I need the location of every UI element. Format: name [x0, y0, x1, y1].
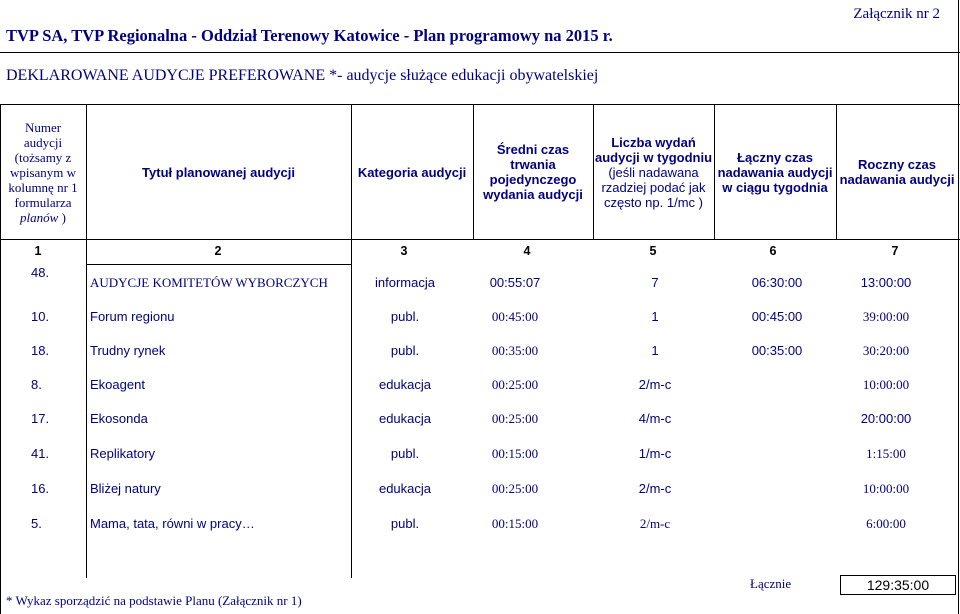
column-number: 6: [769, 244, 777, 258]
row-count: 7: [651, 275, 659, 290]
row-title: Mama, tata, równi w pracy…: [90, 516, 255, 531]
document-title: TVP SA, TVP Regionalna - Oddział Terenowy Katowice - Plan programowy na 2015 r.: [6, 26, 613, 45]
column-number: 2: [214, 244, 222, 258]
header-line: [20, 210, 66, 225]
table-row: [0, 446, 960, 466]
row-count: 2/m-c: [638, 481, 672, 496]
row-avg-time: 00:25:00: [491, 481, 539, 496]
header-line: audycji: [23, 134, 63, 150]
row-avg-time: 00:15:00: [491, 516, 539, 531]
header-line: Roczny czas: [857, 157, 937, 172]
header-line: pojedynczego: [489, 172, 577, 187]
column-header-title: Tytuł planowanej audycji: [142, 164, 295, 180]
row-yearly: 6:00:00: [866, 516, 906, 531]
header-line-suffix: ): [58, 209, 66, 225]
header-line: nadawania audycji: [717, 164, 833, 180]
table-row: [0, 309, 960, 329]
row-category: publ.: [390, 446, 420, 461]
row-category: publ.: [390, 343, 420, 358]
table-row: [0, 377, 960, 397]
footnote: * Wykaz sporządzić na podstawie Planu (Załącznik nr 1): [6, 593, 302, 608]
column-divider: [593, 104, 594, 239]
row-category: informacja: [375, 275, 435, 290]
header-line: formularza: [14, 194, 72, 210]
row-yearly: 1:15:00: [866, 446, 906, 461]
column-divider: [351, 104, 352, 578]
row-category: edukacja: [378, 377, 432, 392]
title-column-divider: [86, 264, 351, 265]
row-weekly: 06:30:00: [751, 275, 803, 290]
row-avg-time: 00:25:00: [491, 377, 539, 392]
table-row: [0, 411, 960, 431]
row-number: 5.: [31, 516, 42, 531]
row-yearly: 30:20:00: [862, 343, 910, 358]
column-number: 4: [523, 244, 531, 258]
row-yearly: 10:00:00: [862, 481, 910, 496]
attachment-label: Załącznik nr 2: [853, 6, 940, 22]
header-line: Średni czas trwania: [496, 142, 570, 172]
row-category: edukacja: [378, 481, 432, 496]
total-label: Łącznie: [750, 576, 792, 591]
row-number: 16.: [31, 481, 50, 496]
row-count: 1/m-c: [638, 446, 672, 461]
table-row: [0, 343, 960, 363]
table-row: [0, 516, 960, 536]
column-number: 3: [400, 244, 408, 258]
row-title: Ekoagent: [90, 377, 145, 392]
column-divider: [473, 104, 474, 239]
header-line: rzadziej podać jak: [601, 179, 706, 195]
column-header-count: [595, 110, 712, 234]
row-number: 41.: [31, 446, 50, 461]
header-line: kolumnę nr 1: [8, 179, 78, 195]
column-divider: [714, 104, 715, 239]
column-divider: [836, 104, 837, 239]
row-number: 8.: [31, 377, 42, 392]
header-line: audycji w tygodniu: [595, 149, 713, 165]
row-title: Forum regionu: [90, 309, 175, 324]
header-line: często np. 1/mc ): [604, 194, 703, 210]
table-row: [0, 481, 960, 501]
column-number: 7: [891, 244, 899, 258]
header-line-italic: planów: [20, 209, 59, 225]
row-count: 1: [651, 343, 659, 358]
column-header-avg-time: [475, 110, 591, 234]
row-avg-time: 00:45:00: [491, 309, 539, 324]
row-category: edukacja: [378, 411, 432, 426]
row-title: Replikatory: [90, 446, 156, 461]
row-title: Bliżej natury: [90, 481, 161, 496]
header-line: Numer: [24, 119, 62, 135]
table-row: [0, 265, 960, 295]
header-line: Łączny czas: [737, 149, 813, 165]
header-bottom-border: [0, 239, 960, 240]
row-avg-time: 00:55:07: [489, 275, 541, 290]
row-count: 1: [651, 309, 659, 324]
row-category: publ.: [390, 516, 420, 531]
column-number: 1: [34, 244, 42, 258]
row-number: 10.: [31, 309, 50, 324]
row-number: 17.: [31, 411, 50, 426]
header-line: Liczba wydań: [611, 134, 696, 150]
row-title: Ekosonda: [90, 411, 148, 426]
row-yearly: 10:00:00: [862, 377, 910, 392]
row-avg-time: 00:25:00: [491, 411, 539, 426]
row-count: 4/m-c: [638, 411, 672, 426]
column-header-number: [2, 110, 84, 234]
column-header-category: Kategoria audycji: [357, 164, 467, 180]
row-count: 2/m-c: [639, 516, 671, 531]
header-line: (tożsamy z: [14, 149, 72, 165]
table-top-border: [0, 104, 960, 105]
header-line: nadawania audycji: [839, 172, 955, 187]
row-yearly: 20:00:00: [860, 411, 912, 426]
header-line: (jeśli nadawana: [608, 164, 699, 180]
row-number: 48.: [31, 265, 50, 280]
row-yearly: 13:00:00: [860, 275, 912, 290]
row-category: publ.: [390, 309, 420, 324]
title-underline: [0, 52, 960, 53]
row-weekly: 00:35:00: [751, 343, 803, 358]
column-header-weekly: [716, 110, 834, 234]
column-header-yearly: [838, 110, 956, 234]
section-title: DEKLAROWANE AUDYCJE PREFEROWANE *- audycje służące edukacji obywatelskiej: [6, 67, 599, 84]
row-count: 2/m-c: [638, 377, 672, 392]
row-avg-time: 00:15:00: [491, 446, 539, 461]
row-yearly: 39:00:00: [862, 309, 910, 324]
row-title: Trudny rynek: [90, 343, 166, 358]
total-value: 129:35:00: [840, 575, 956, 595]
column-number: 5: [649, 244, 657, 258]
row-weekly: 00:45:00: [751, 309, 803, 324]
row-title: AUDYCJE KOMITETÓW WYBORCZYCH: [90, 275, 328, 290]
row-avg-time: 00:35:00: [491, 343, 539, 358]
header-line: wpisanym w: [9, 164, 77, 180]
header-line: w ciągu tygodnia: [722, 179, 828, 195]
column-divider: [86, 104, 87, 578]
row-number: 18.: [31, 343, 50, 358]
header-line: wydania audycji: [483, 187, 583, 202]
